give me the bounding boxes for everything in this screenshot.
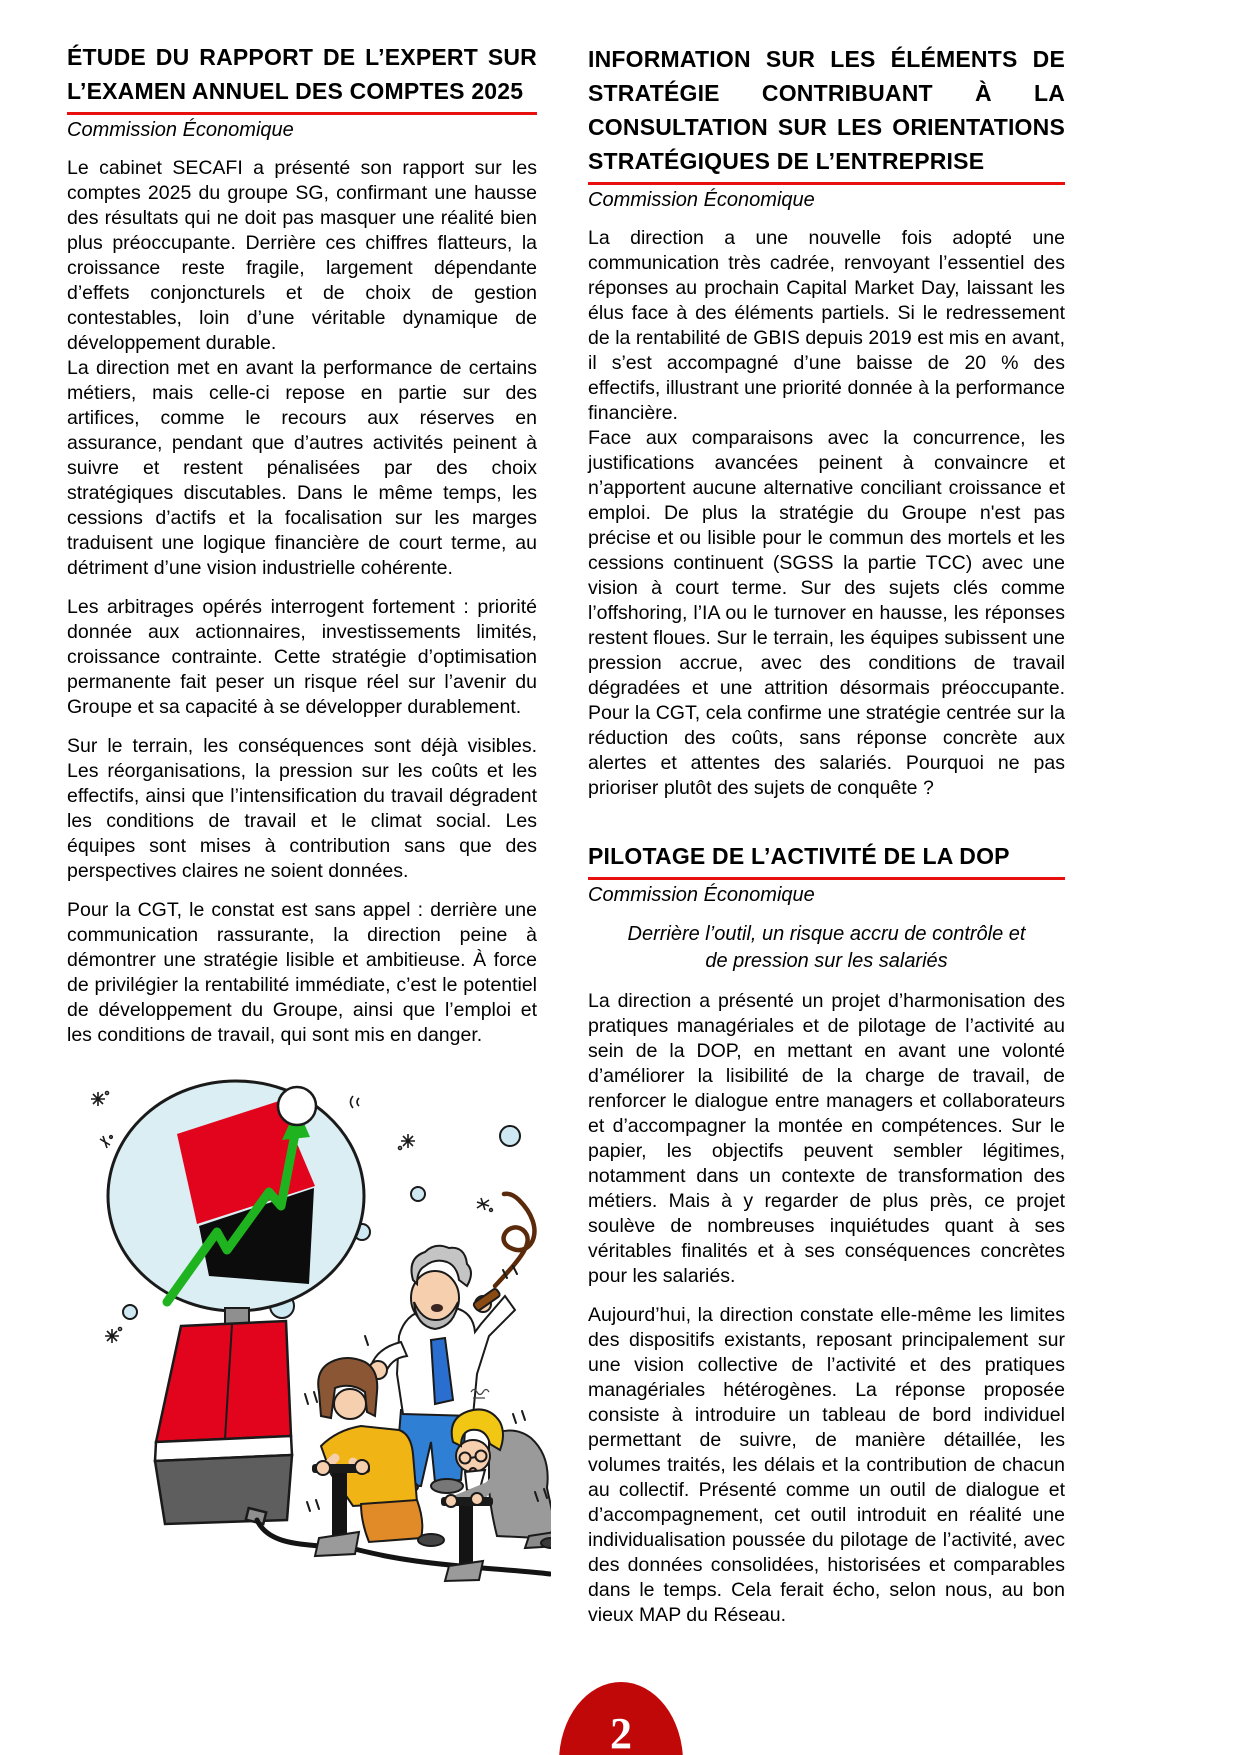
sg-balloon (108, 1081, 364, 1324)
paragraph: La direction met en avant la performance de certains métiers, mais celle-ci repose en partie sur des artifices, comme le recours aux réserves en assurance, pendant que d’autres activités peinent à suivre et restent pénalisées par des choix stratégiques discutables. Dans le même temps, les cessions d’actifs et la focalisation sur les marges traduisent une logique financière de court terme, au détriment d’une vision industrielle cohérente. (67, 357, 537, 579)
paragraph: Sur le terrain, les conséquences sont déjà visibles. Les réorganisations, la pression sur les coûts et les effectifs, ainsi que l’intensification du travail dégradent les conditions de travail et le climat social. Les équipes sont mises à contribution sans que des perspectives claires ne soient données. (67, 735, 537, 882)
paragraph: Face aux comparaisons avec la concurrence, les justifications avancées peinent à convaincre et n’apportent aucune alternative conciliant croissance et emploi. De plus la stratégie du Groupe n'est pas précise et ou lisible pour le commun des mortels et les cessions continuent (SGSS la partie TCC) avec une vision à court terme. Sur des sujets clés comme l’offshoring, l’IA ou le turnover en hausse, les réponses restent floues. Sur le terrain, les équipes subissent une pression accrue, avec des conditions de travail dégradées et une attrition désormais préoccupante. Pour la CGT, cela confirme une stratégie centrée sur la réduction des coûts, sans réponse concrète aux alertes et attentes des salariés. Pourquoi ne pas prioriser plutôt des sujets de conquête ? (588, 427, 1065, 799)
woman-hand (355, 1460, 369, 1474)
paragraph: La direction a présenté un projet d’harmonisation des pratiques managériales et de pilotage de l’activité au sein de la DOP, en mettant en avant une volonté d’améliorer la lisibilité de la charge de travail, de renforcer le dialogue entre managers et collaborateurs et d’accompagner la montée en compétences. Sur le papier, les objectifs peuvent sembler légitimes, notamment dans un contexte de transformation des métiers. Mais à y regarder de plus près, ce projet soulève de nombreuses inquiétudes quant à ses véritables finalités et à ses conséquences concrètes pour les salariés. (588, 990, 1065, 1287)
woman-face (334, 1389, 366, 1419)
page-number-badge (559, 1682, 683, 1755)
man-hand (445, 1495, 457, 1507)
dop-tagline: Derrière l’outil, un risque accru de contrôle et de pression sur les salariés (627, 923, 1026, 972)
pump-cylinder (332, 1473, 347, 1541)
balloon-nozzle (225, 1308, 249, 1324)
cartoon-sg-balloon-pump (69, 1074, 551, 1586)
whip-lash (495, 1194, 534, 1286)
dop-title: PILOTAGE DE L’ACTIVITÉ DE LA DOP (588, 843, 1010, 869)
left-byline: Commission Économique (67, 119, 294, 141)
left-column (67, 40, 537, 1586)
paragraph: Aujourd’hui, la direction constate elle-même les limites des dispositifs existants, reposant principalement sur une vision collective de l’activité et des pratiques managériales hétérogènes. La réponse proposée consiste à introduire un tableau de bord individuel permettant de suivre, de manière détaillée, les volumes traités, les délais et la contribution de chacun au collectif. Présenté comme un outil de dialogue et d’accompagnement, cet outil introduit en réalité une individualisation poussée du pilotage de l’activité, avec des données consolidées, historisées et comparables dans le temps. Cela ferait écho, selon nous, au bon vieux MAP du Réseau. (588, 1304, 1065, 1626)
boss-shoe (431, 1479, 463, 1493)
paragraph: La direction a une nouvelle fois adopté une communication très cadrée, renvoyant l’essentiel des réponses au prochain Capital Market Day, laissant les élus face à des éléments partiels. Si le redressement de la rentabilité de GBIS depuis 2019 est mis en avant, il s’est accompagné d’une baisse de 20 % des effectifs, illustrant une priorité donnée à la performance financière. (588, 227, 1065, 424)
boss-mouth (431, 1304, 443, 1312)
woman-hand (316, 1461, 330, 1475)
left-title: ÉTUDE DU RAPPORT DE L’EXPERT SUR L’EXAMEN ANNUEL DES COMPTES 2025 (67, 44, 537, 104)
balloon-highlight (278, 1087, 316, 1125)
left-title-red-rule (67, 112, 537, 115)
strategy-title: INFORMATION SUR LES ÉLÉMENTS DE STRATÉGIE CONTRIBUANT À LA CONSULTATION SUR LES ORIENTATIONS STRATÉGIQUES DE L’ENTREPRISE (588, 46, 1065, 174)
pedestal-gray-base (155, 1455, 292, 1524)
woman-shoe (418, 1534, 444, 1546)
paragraph: Le cabinet SECAFI a présenté son rapport sur les comptes 2025 du groupe SG, confirmant une hausse des résultats qui ne doit pas masquer une réalité bien plus préoccupante. Derrière ces chiffres flatteurs, la croissance reste fragile, largement dépendante d’effets conjoncturels et de choix de gestion contestables, loin d’une véritable dynamique de développement durable. (67, 157, 537, 354)
man-shoe (541, 1538, 551, 1548)
page-number: 2 (610, 1709, 632, 1755)
man-hand (471, 1493, 483, 1505)
paragraph: Pour la CGT, le constat est sans appel : derrière une communication rassurante, la direction peine à démontrer une stratégie lisible et ambitieuse. À force de privilégier la rentabilité immédiate, c’est le potentiel de développement du Groupe, ainsi que l’emploi et les conditions de travail, qui sont mis en danger. (67, 899, 537, 1046)
sg-pedestal (155, 1321, 292, 1524)
paragraph: Les arbitrages opérés interrogent fortement : priorité donnée aux actionnaires, investissements limités, croissance contrainte. Cette stratégie d’optimisation permanente fait peser un risque réel sur l’avenir du Groupe et sa capacité à se développer durablement. (67, 596, 537, 718)
strategy-title-red-rule (588, 182, 1065, 185)
dop-title-red-rule (588, 877, 1065, 880)
pedestal-red (156, 1321, 291, 1442)
dop-byline: Commission Économique (588, 884, 815, 906)
pump-base (315, 1532, 359, 1556)
pump-cylinder (459, 1506, 473, 1568)
right-column (588, 42, 1065, 1628)
strategy-byline: Commission Économique (588, 189, 815, 211)
woman-skirt-orange (361, 1500, 422, 1542)
